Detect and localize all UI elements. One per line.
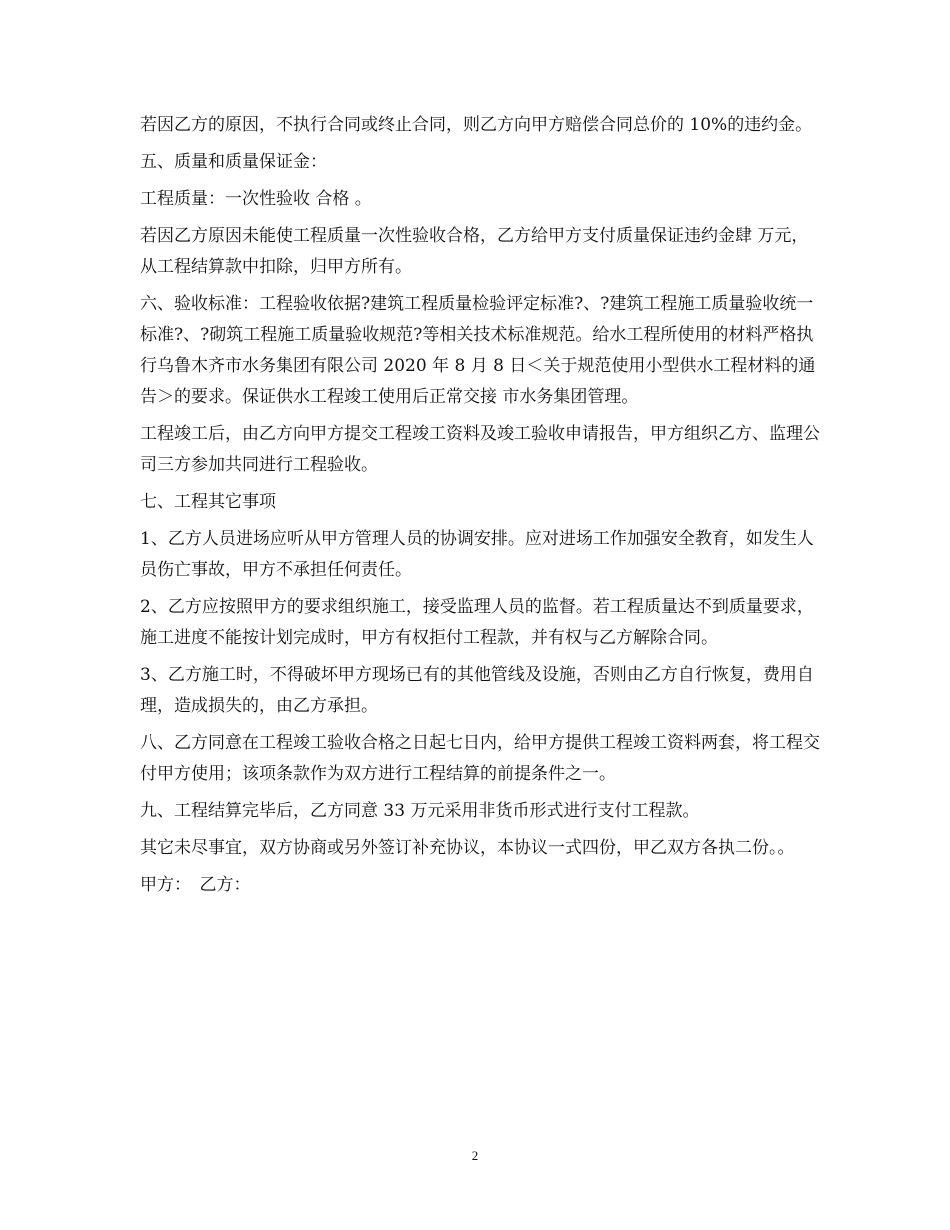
- paragraph-section-9: 九、工程结算完毕后，乙方同意 33 万元采用非货币形式进行支付工程款。: [140, 801, 700, 821]
- section-heading-other-matters: 七、工程其它事项: [140, 492, 276, 512]
- paragraph-completion-acceptance: 工程竣工后，由乙方向甲方提交工程竣工资料及竣工验收申请报告，甲方组织乙方、监理公司三方参加共同进行工程验收。: [140, 424, 820, 475]
- paragraph-acceptance-standards: 六、验收标准：工程验收依据?建筑工程质量检验评定标准?、?建筑工程施工质量验收统一标准?、?砌筑工程施工质量验收规范?等相关技术标准规范。给水工程所使用的材料严格执行乌鲁木齐市水务集团有限公司 2020 年 8 月 8 日＜关于规范使用小型供水工程材料的通告＞的要求。保证供水工程竣工使用后正常交接 市水务集团管理。: [140, 294, 816, 407]
- paragraph-item-2: 2、乙方应按照甲方的要求组织施工，接受监理人员的监督。若工程质量达不到质量要求，施工进度不能按计划完成时，甲方有权拒付工程款，并有权与乙方解除合同。: [140, 597, 814, 648]
- paragraph-quality-level: 工程质量：一次性验收 合格 。: [140, 189, 372, 209]
- page-number: 2: [471, 1148, 479, 1163]
- paragraph-item-1: 1、乙方人员进场应听从甲方管理人员的协调安排。应对进场工作加强安全教育，如发生人员伤亡事故，甲方不承担任何责任。: [140, 529, 814, 580]
- paragraph-other-matters: 其它未尽事宜，双方协商或另外签订补充协议，本协议一式四份，甲乙双方各执二份。。: [140, 838, 795, 858]
- paragraph-quality-penalty: 若因乙方原因未能使工程质量一次性验收合格，乙方给甲方支付质量保证违约金肆 万元，从工程结算款中扣除，归甲方所有。: [140, 226, 809, 277]
- signature-line: 甲方： 乙方：: [140, 875, 251, 895]
- paragraph-breach-penalty: 若因乙方的原因，不执行合同或终止合同，则乙方向甲方赔偿合同总价的 10%的违约金。: [140, 115, 813, 135]
- document-body: [140, 110, 820, 907]
- paragraph-item-3: 3、乙方施工时，不得破坏甲方现场已有的其他管线及设施，否则由乙方自行恢复，费用自理，造成损失的，由乙方承担。: [140, 665, 814, 716]
- section-heading-quality: 五、质量和质量保证金：: [140, 152, 327, 172]
- paragraph-section-8: 八、乙方同意在工程竣工验收合格之日起七日内，给甲方提供工程竣工资料两套，将工程交付甲方使用；该项条款作为双方进行工程结算的前提条件之一。: [140, 733, 820, 784]
